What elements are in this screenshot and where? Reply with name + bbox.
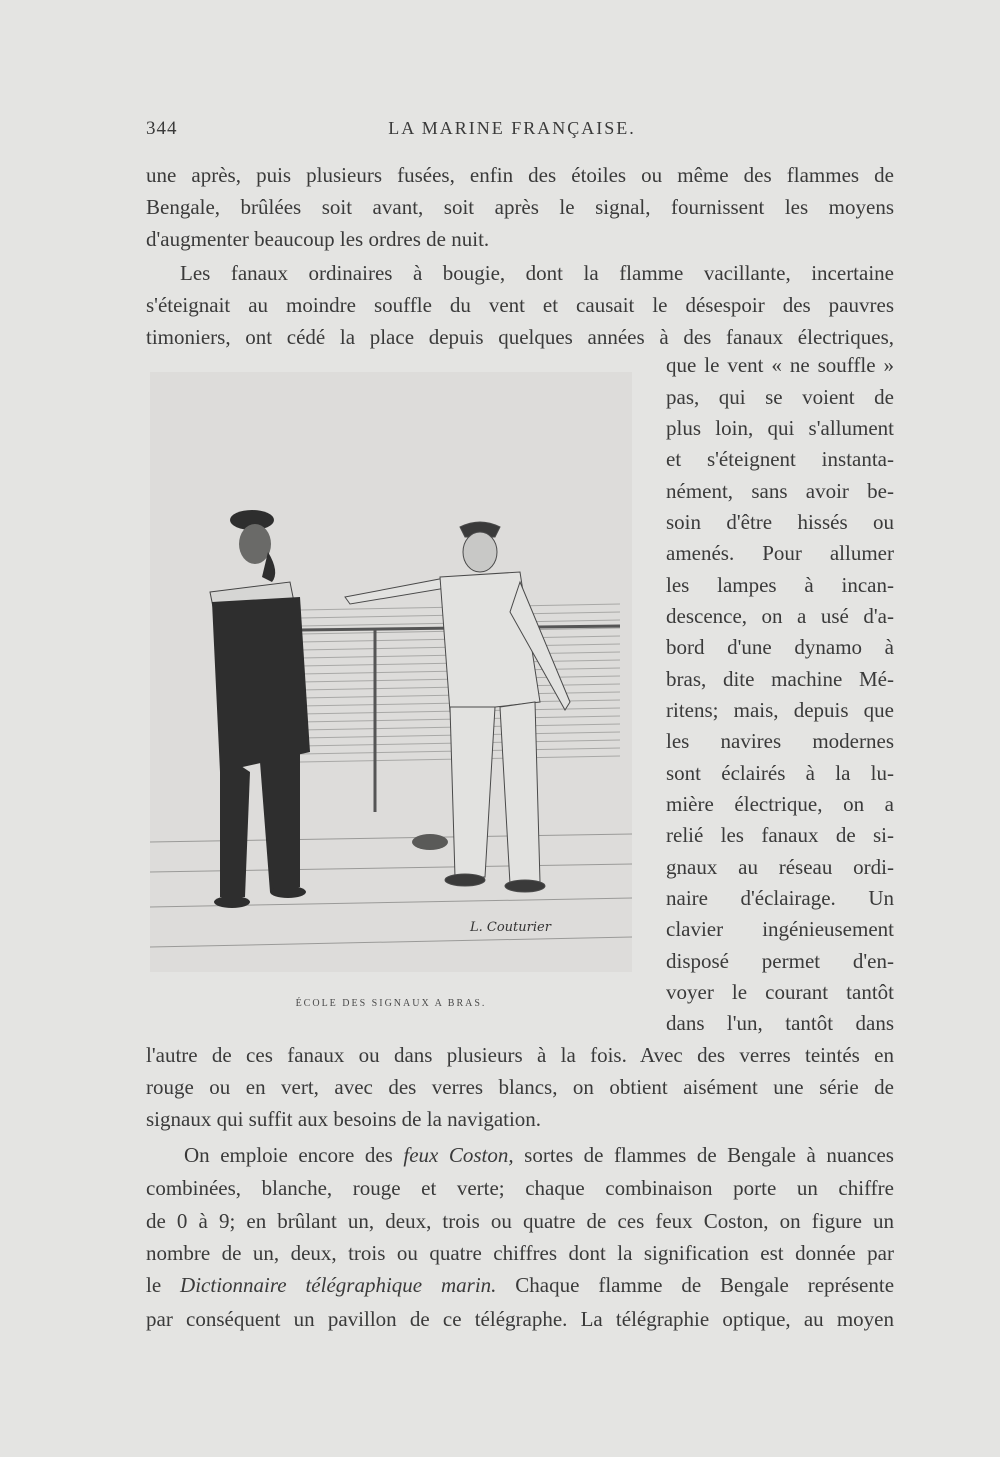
text-line: relié les fanaux de si- xyxy=(666,823,894,847)
text-line: clavier ingénieusement xyxy=(666,917,894,941)
text-line: plus loin, qui s'allument xyxy=(666,416,894,440)
text-line: dans l'un, tantôt dans xyxy=(666,1011,894,1035)
text-segment: Chaque flamme de Bengale représente xyxy=(496,1273,895,1297)
text-line: les navires modernes xyxy=(666,729,894,753)
text-line: l'autre de ces fanaux ou dans plusieurs à la fois. Avec des verres teintés en xyxy=(146,1043,894,1067)
text-line: d'augmenter beaucoup les ordres de nuit. xyxy=(146,227,490,251)
text-line: combinées, blanche, rouge et verte; chaque combinaison porte un chiffre xyxy=(146,1176,894,1200)
page-number: 344 xyxy=(146,118,178,139)
text-line: par conséquent un pavillon de ce télégraphe. La télégraphie optique, au moyen xyxy=(146,1307,894,1331)
figure-caption: ÉCOLE DES SIGNAUX A BRAS. xyxy=(295,998,487,1009)
text-segment: le xyxy=(146,1273,181,1297)
italic-term: feux Coston, xyxy=(403,1143,514,1167)
text-segment: sortes de flammes de Bengale à nuances xyxy=(513,1143,894,1167)
text-line: naire d'éclairage. Un xyxy=(666,886,894,910)
text-line: amenés. Pour allumer xyxy=(666,541,894,565)
text-line: Bengale, brûlées soit avant, soit après le signal, fournissent les moyens xyxy=(146,195,894,219)
text-line: gnaux au réseau ordi- xyxy=(666,855,894,879)
italic-term: Dictionnaire télégraphique marin. xyxy=(180,1273,497,1297)
text-line: soin d'être hissés ou xyxy=(666,510,894,534)
text-line: Les fanaux ordinaires à bougie, dont la flamme vacillante, incertaine xyxy=(180,261,894,285)
text-line xyxy=(146,1270,894,1300)
text-line: s'éteignait au moindre souffle du vent et causait le désespoir des pauvres xyxy=(146,293,894,317)
illustration xyxy=(150,372,632,972)
text-line: une après, puis plusieurs fusées, enfin des étoiles ou même des flammes de xyxy=(146,163,894,187)
text-line: nombre de un, deux, trois ou quatre chiffres dont la signification est donnée par xyxy=(146,1241,894,1265)
running-title: LA MARINE FRANÇAISE. xyxy=(388,118,636,138)
text-segment: On emploie encore des xyxy=(184,1143,404,1167)
text-line: de 0 à 9; en brûlant un, deux, trois ou quatre de ces feux Coston, on figure un xyxy=(146,1209,894,1233)
text-line: ritens; mais, depuis que xyxy=(666,698,894,722)
sailors-illustration xyxy=(150,372,632,972)
page-header xyxy=(0,118,1000,144)
text-line: signaux qui suffit aux besoins de la navigation. xyxy=(146,1107,542,1131)
text-line: que le vent « ne souffle » xyxy=(666,353,894,377)
text-line: timoniers, ont cédé la place depuis quelques années à des fanaux électriques, xyxy=(146,325,894,349)
sailor-left xyxy=(210,510,310,908)
text-line: les lampes à incan- xyxy=(666,573,894,597)
text-line: mière électrique, on a xyxy=(666,792,894,816)
text-line: et s'éteignent instanta- xyxy=(666,447,894,471)
text-line: disposé permet d'en- xyxy=(666,949,894,973)
text-line: descence, on a usé d'a- xyxy=(666,604,894,628)
text-line: pas, qui se voient de xyxy=(666,385,894,409)
artist-signature: L. Couturier xyxy=(470,920,551,935)
text-line: voyer le courant tantôt xyxy=(666,980,894,1004)
text-line xyxy=(146,1140,894,1170)
sailor-right xyxy=(345,522,570,892)
cap-on-deck xyxy=(412,834,448,850)
text-line: nément, sans avoir be- xyxy=(666,479,894,503)
text-line: rouge ou en vert, avec des verres blancs, on obtient aisément une série de xyxy=(146,1075,894,1099)
text-line: sont éclairés à la lu- xyxy=(666,761,894,785)
text-line: bord d'une dynamo à xyxy=(666,635,894,659)
text-line: bras, dite machine Mé- xyxy=(666,667,894,691)
